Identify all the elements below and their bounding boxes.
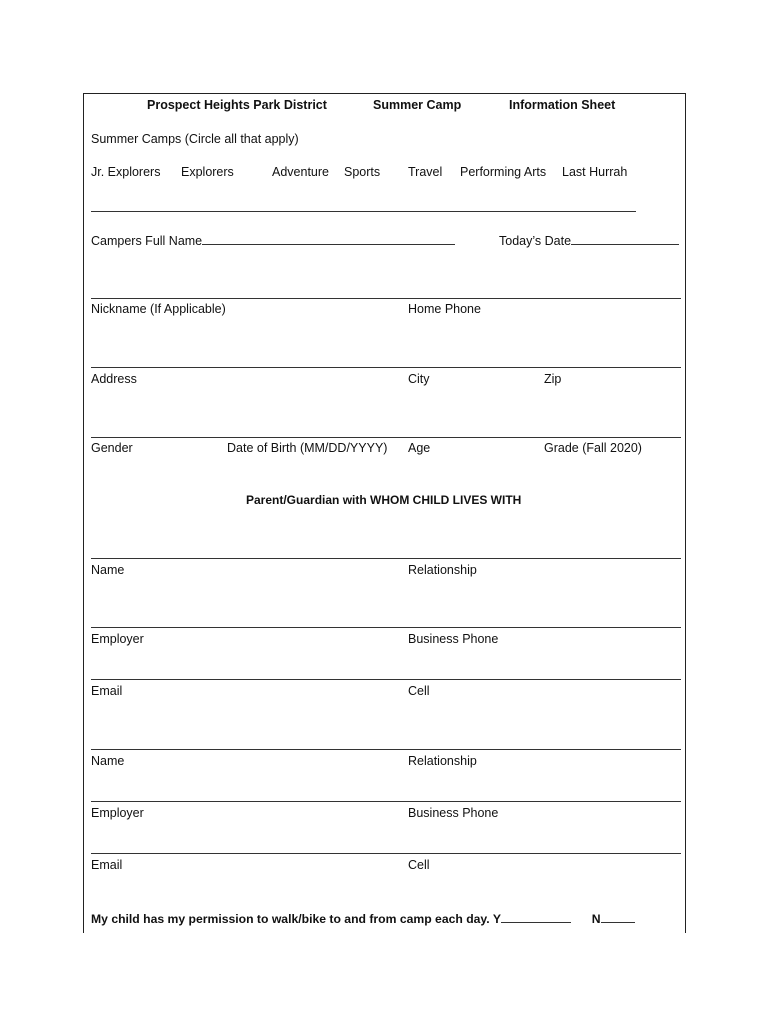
camps-divider xyxy=(91,211,636,212)
permission-no-blank[interactable] xyxy=(601,911,635,923)
todays-date-label: Today’s Date xyxy=(499,234,572,248)
program-title: Summer Camp xyxy=(373,98,462,112)
guardian-1-relationship-label: Relationship xyxy=(408,563,477,577)
row-line xyxy=(91,367,681,368)
guardian-2-email-label: Email xyxy=(91,858,123,872)
information-sheet xyxy=(83,93,686,933)
camp-option-performing-arts[interactable]: Performing Arts xyxy=(460,165,547,179)
full-name-label: Campers Full Name xyxy=(91,234,203,248)
camp-option-explorers[interactable]: Explorers xyxy=(181,165,234,179)
permission-no-label: N xyxy=(591,912,601,926)
camp-option-adventure[interactable]: Adventure xyxy=(272,165,329,179)
walk-bike-permission xyxy=(91,911,635,925)
row-line xyxy=(91,627,681,628)
home-phone-label: Home Phone xyxy=(408,302,481,316)
city-label: City xyxy=(408,372,430,386)
guardian-2-name-label: Name xyxy=(91,754,125,768)
camp-option-travel[interactable]: Travel xyxy=(408,165,443,179)
org-title: Prospect Heights Park District xyxy=(147,98,327,112)
camp-option-sports[interactable]: Sports xyxy=(344,165,381,179)
zip-label: Zip xyxy=(544,372,562,386)
todays-date-field[interactable] xyxy=(499,233,679,248)
guardian-1-employer-label: Employer xyxy=(91,632,144,646)
row-line xyxy=(91,679,681,680)
address-label: Address xyxy=(91,372,137,386)
full-name-blank[interactable] xyxy=(202,233,455,245)
row-line xyxy=(91,749,681,750)
todays-date-blank[interactable] xyxy=(571,233,679,245)
row-line xyxy=(91,853,681,854)
camps-prompt: Summer Camps (Circle all that apply) xyxy=(91,132,299,146)
row-line xyxy=(91,437,681,438)
age-label: Age xyxy=(408,441,431,455)
dob-label: Date of Birth (MM/DD/YYYY) xyxy=(227,441,388,455)
gender-label: Gender xyxy=(91,441,133,455)
full-name-field[interactable] xyxy=(91,233,455,248)
guardian-2-employer-label: Employer xyxy=(91,806,144,820)
permission-yes-blank[interactable] xyxy=(501,911,571,923)
nickname-label: Nickname (If Applicable) xyxy=(91,302,226,316)
row-line xyxy=(91,801,681,802)
guardian-2-business-phone-label: Business Phone xyxy=(408,806,499,820)
grade-label: Grade (Fall 2020) xyxy=(544,441,642,455)
guardian-1-name-label: Name xyxy=(91,563,125,577)
guardian-1-business-phone-label: Business Phone xyxy=(408,632,499,646)
row-line xyxy=(91,558,681,559)
guardian-2-relationship-label: Relationship xyxy=(408,754,477,768)
row-line xyxy=(91,298,681,299)
guardian-2-cell-label: Cell xyxy=(408,858,430,872)
document-title: Information Sheet xyxy=(509,98,616,112)
guardian-1-cell-label: Cell xyxy=(408,684,430,698)
guardian-1-email-label: Email xyxy=(91,684,123,698)
guardian-heading: Parent/Guardian with WHOM CHILD LIVES WITH xyxy=(246,493,522,507)
camp-option-last-hurrah[interactable]: Last Hurrah xyxy=(562,165,628,179)
permission-text: My child has my permission to walk/bike to and from camp each day. Y xyxy=(91,912,501,926)
camp-option-jr-explorers[interactable]: Jr. Explorers xyxy=(91,165,161,179)
